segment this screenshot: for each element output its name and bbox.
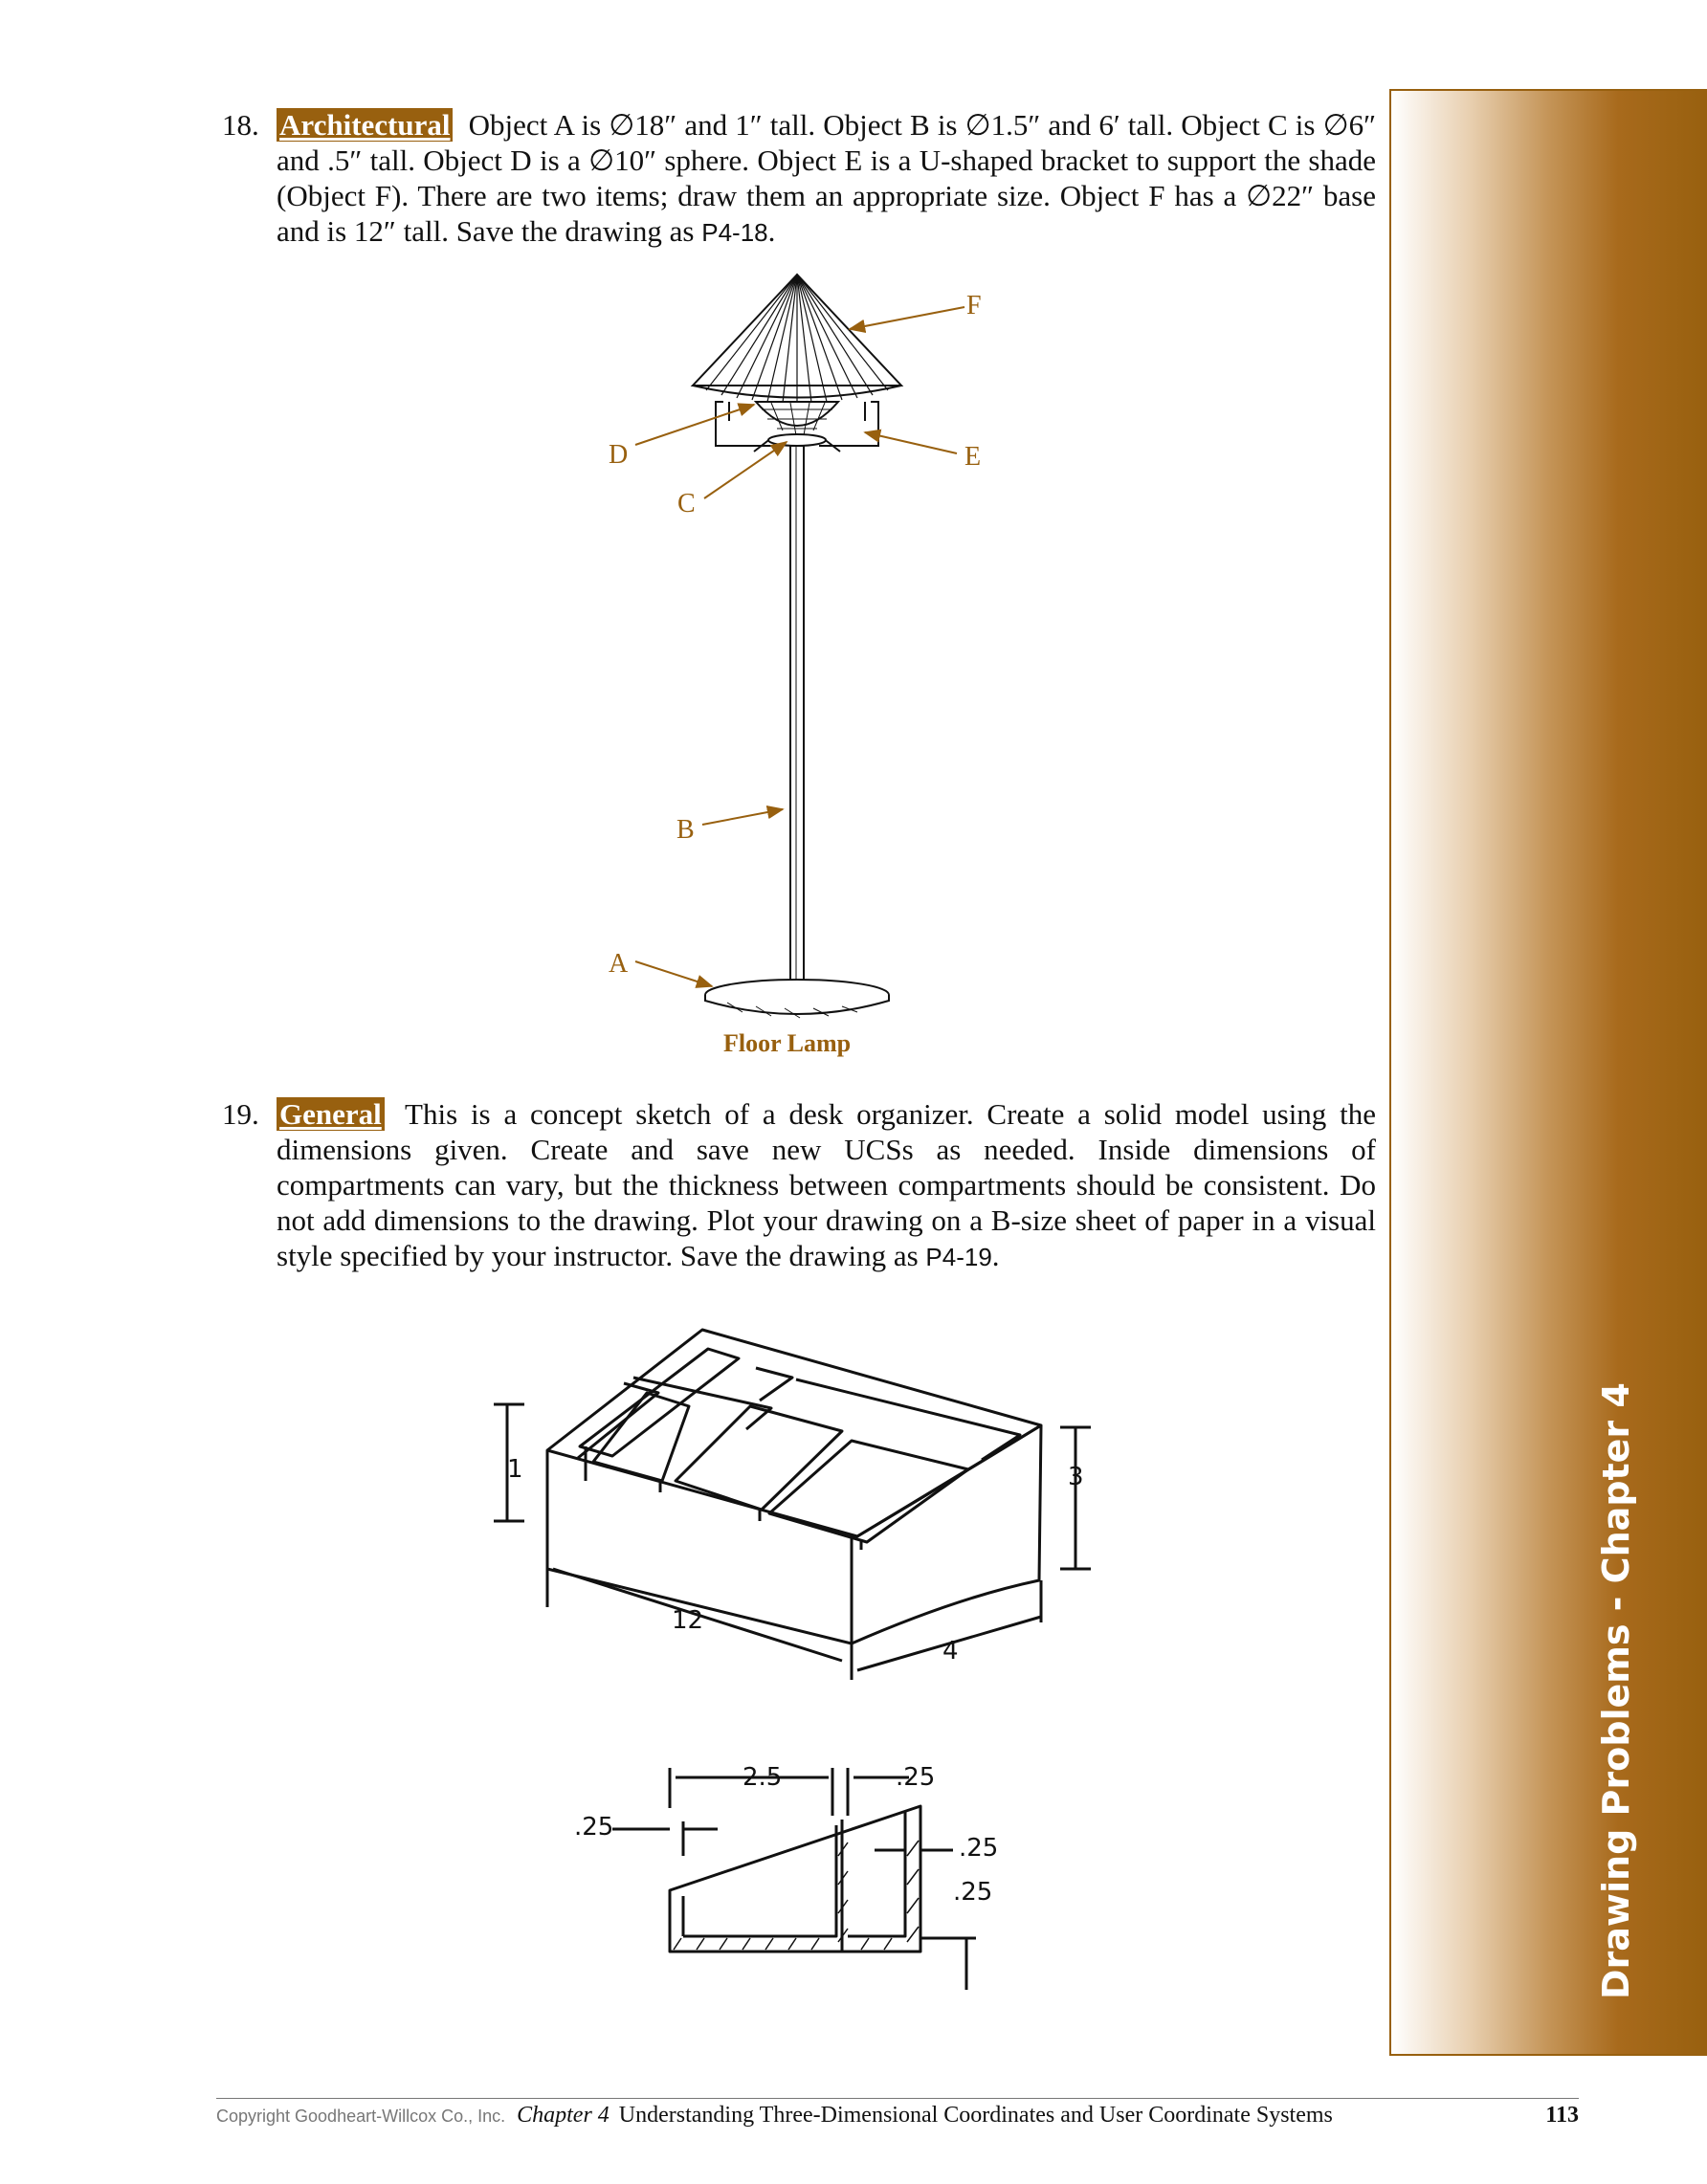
dim-wall-top: .25 — [896, 1763, 936, 1792]
label-c: C — [677, 489, 696, 518]
problem-number: 18. — [222, 108, 259, 142]
problem-text: This is a concept sketch of a desk organizer. Create a solid model using the dimensions given. Create and save new UCSs as needed. Inside dimensions of compartments can vary, but the thickness between compartments should be consistent. Do not add dimensions to the drawing. Plot your drawing on a B-size sheet of paper in a visual style specified by your instructor. Save the drawing as — [277, 1097, 1376, 1272]
dim-height-right: 3 — [1068, 1463, 1084, 1491]
footer-chapter: Chapter 4 — [517, 2103, 610, 2128]
figure-caption: Floor Lamp — [723, 1029, 852, 1057]
label-b: B — [676, 815, 695, 845]
dim-length: 12 — [672, 1606, 704, 1635]
footer-title: Understanding Three-Dimensional Coordinates and User Coordinate Systems — [618, 2103, 1333, 2128]
label-e: E — [964, 442, 982, 472]
label-d: D — [609, 440, 629, 470]
copyright: Copyright Goodheart-Willcox Co., Inc. — [216, 2107, 506, 2126]
label-a: A — [609, 949, 629, 979]
dim-wall-right: .25 — [959, 1834, 999, 1863]
dim-base: .25 — [953, 1878, 993, 1907]
category-tag: General — [277, 1097, 385, 1131]
problem-text: Object A is ∅18″ and 1″ tall. Object B is ∅1.5″ and 6′ tall. Object C is ∅6″ and .5″ tall. Object D is a ∅10″ sphere. Object E is a U-shaped bracket to support the shade (Object F). There are two items; draw them an appropriate size. Object F has a ∅22″ base and is 12″ tall. Save the drawing as — [277, 108, 1377, 248]
sidebar-label: Drawing Problems - Chapter 4 — [1595, 1382, 1637, 1999]
problem-number: 19. — [222, 1097, 259, 1131]
page-number: 113 — [1545, 2103, 1579, 2128]
category-tag: Architectural — [277, 108, 453, 142]
sentence-end: . — [767, 214, 776, 248]
page-footer — [216, 2103, 1579, 2129]
file-name: P4-19 — [925, 1243, 992, 1271]
sentence-end: . — [991, 1239, 1000, 1272]
dim-wall-left: .25 — [574, 1813, 614, 1842]
dim-width: 4 — [942, 1637, 959, 1666]
footer-rule — [216, 2098, 1579, 2099]
label-f: F — [966, 291, 982, 320]
dim-compartment: 2.5 — [743, 1763, 783, 1792]
file-name: P4-18 — [701, 218, 768, 247]
dim-height-left: 1 — [507, 1455, 523, 1484]
